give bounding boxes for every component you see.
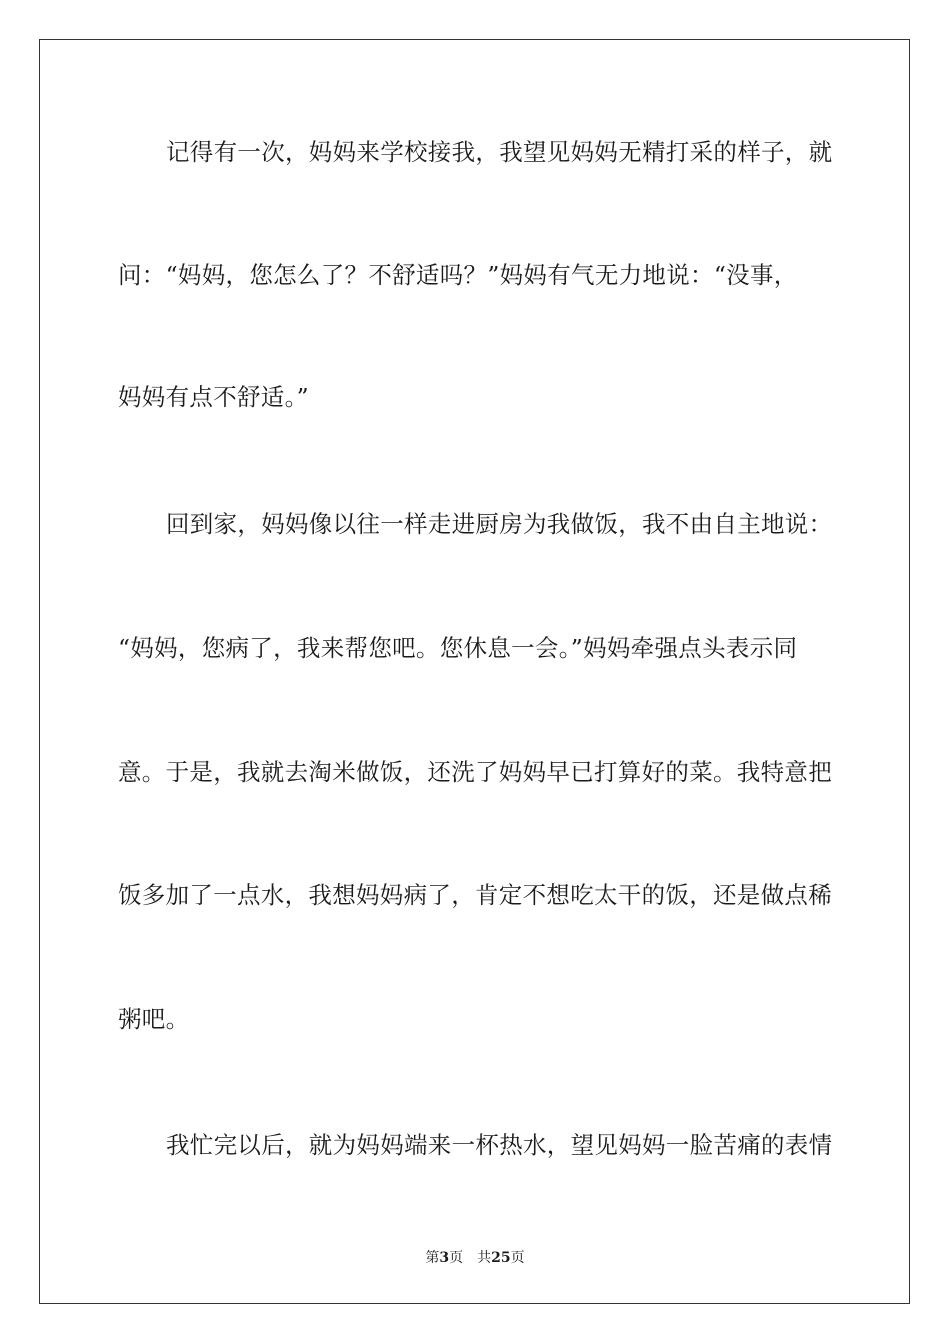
page-footer [0,1249,950,1267]
paragraph-2-line-2: “妈妈，您病了，我来帮您吧。您休息一会。”妈妈牵强点头表示同 [118,634,798,662]
paragraph-2-line-1: 回到家，妈妈像以往一样走进厨房为我做饭，我不由自主地说： [166,510,833,538]
paragraph-2-line-3: 意。于是，我就去淘米做饭，还洗了妈妈早已打算好的菜。我特意把 [118,758,832,786]
footer-page-prefix: 第 [425,1250,440,1266]
footer-page-number: 3 [439,1250,450,1266]
footer-total-prefix: 共 [477,1250,492,1266]
paragraph-2-line-5: 粥吧。 [118,1005,190,1033]
paragraph-1-line-3: 妈妈有点不舒适。” [118,383,309,411]
paragraph-1-line-1: 记得有一次，妈妈来学校接我，我望见妈妈无精打采的样子，就 [166,138,833,166]
page-border [39,39,910,1304]
footer-page-suffix: 页 [449,1250,464,1266]
paragraph-3-line-1: 我忙完以后，就为妈妈端来一杯热水，望见妈妈一脸苦痛的表情 [166,1131,833,1159]
paragraph-2-line-4: 饭多加了一点水，我想妈妈病了，肯定不想吃太干的饭，还是做点稀 [118,881,832,909]
footer-total-suffix: 页 [510,1250,525,1266]
paragraph-1-line-2: 问：“妈妈，您怎么了？不舒适吗？”妈妈有气无力地说：“没事， [118,261,798,289]
footer-total-pages: 25 [491,1250,511,1266]
